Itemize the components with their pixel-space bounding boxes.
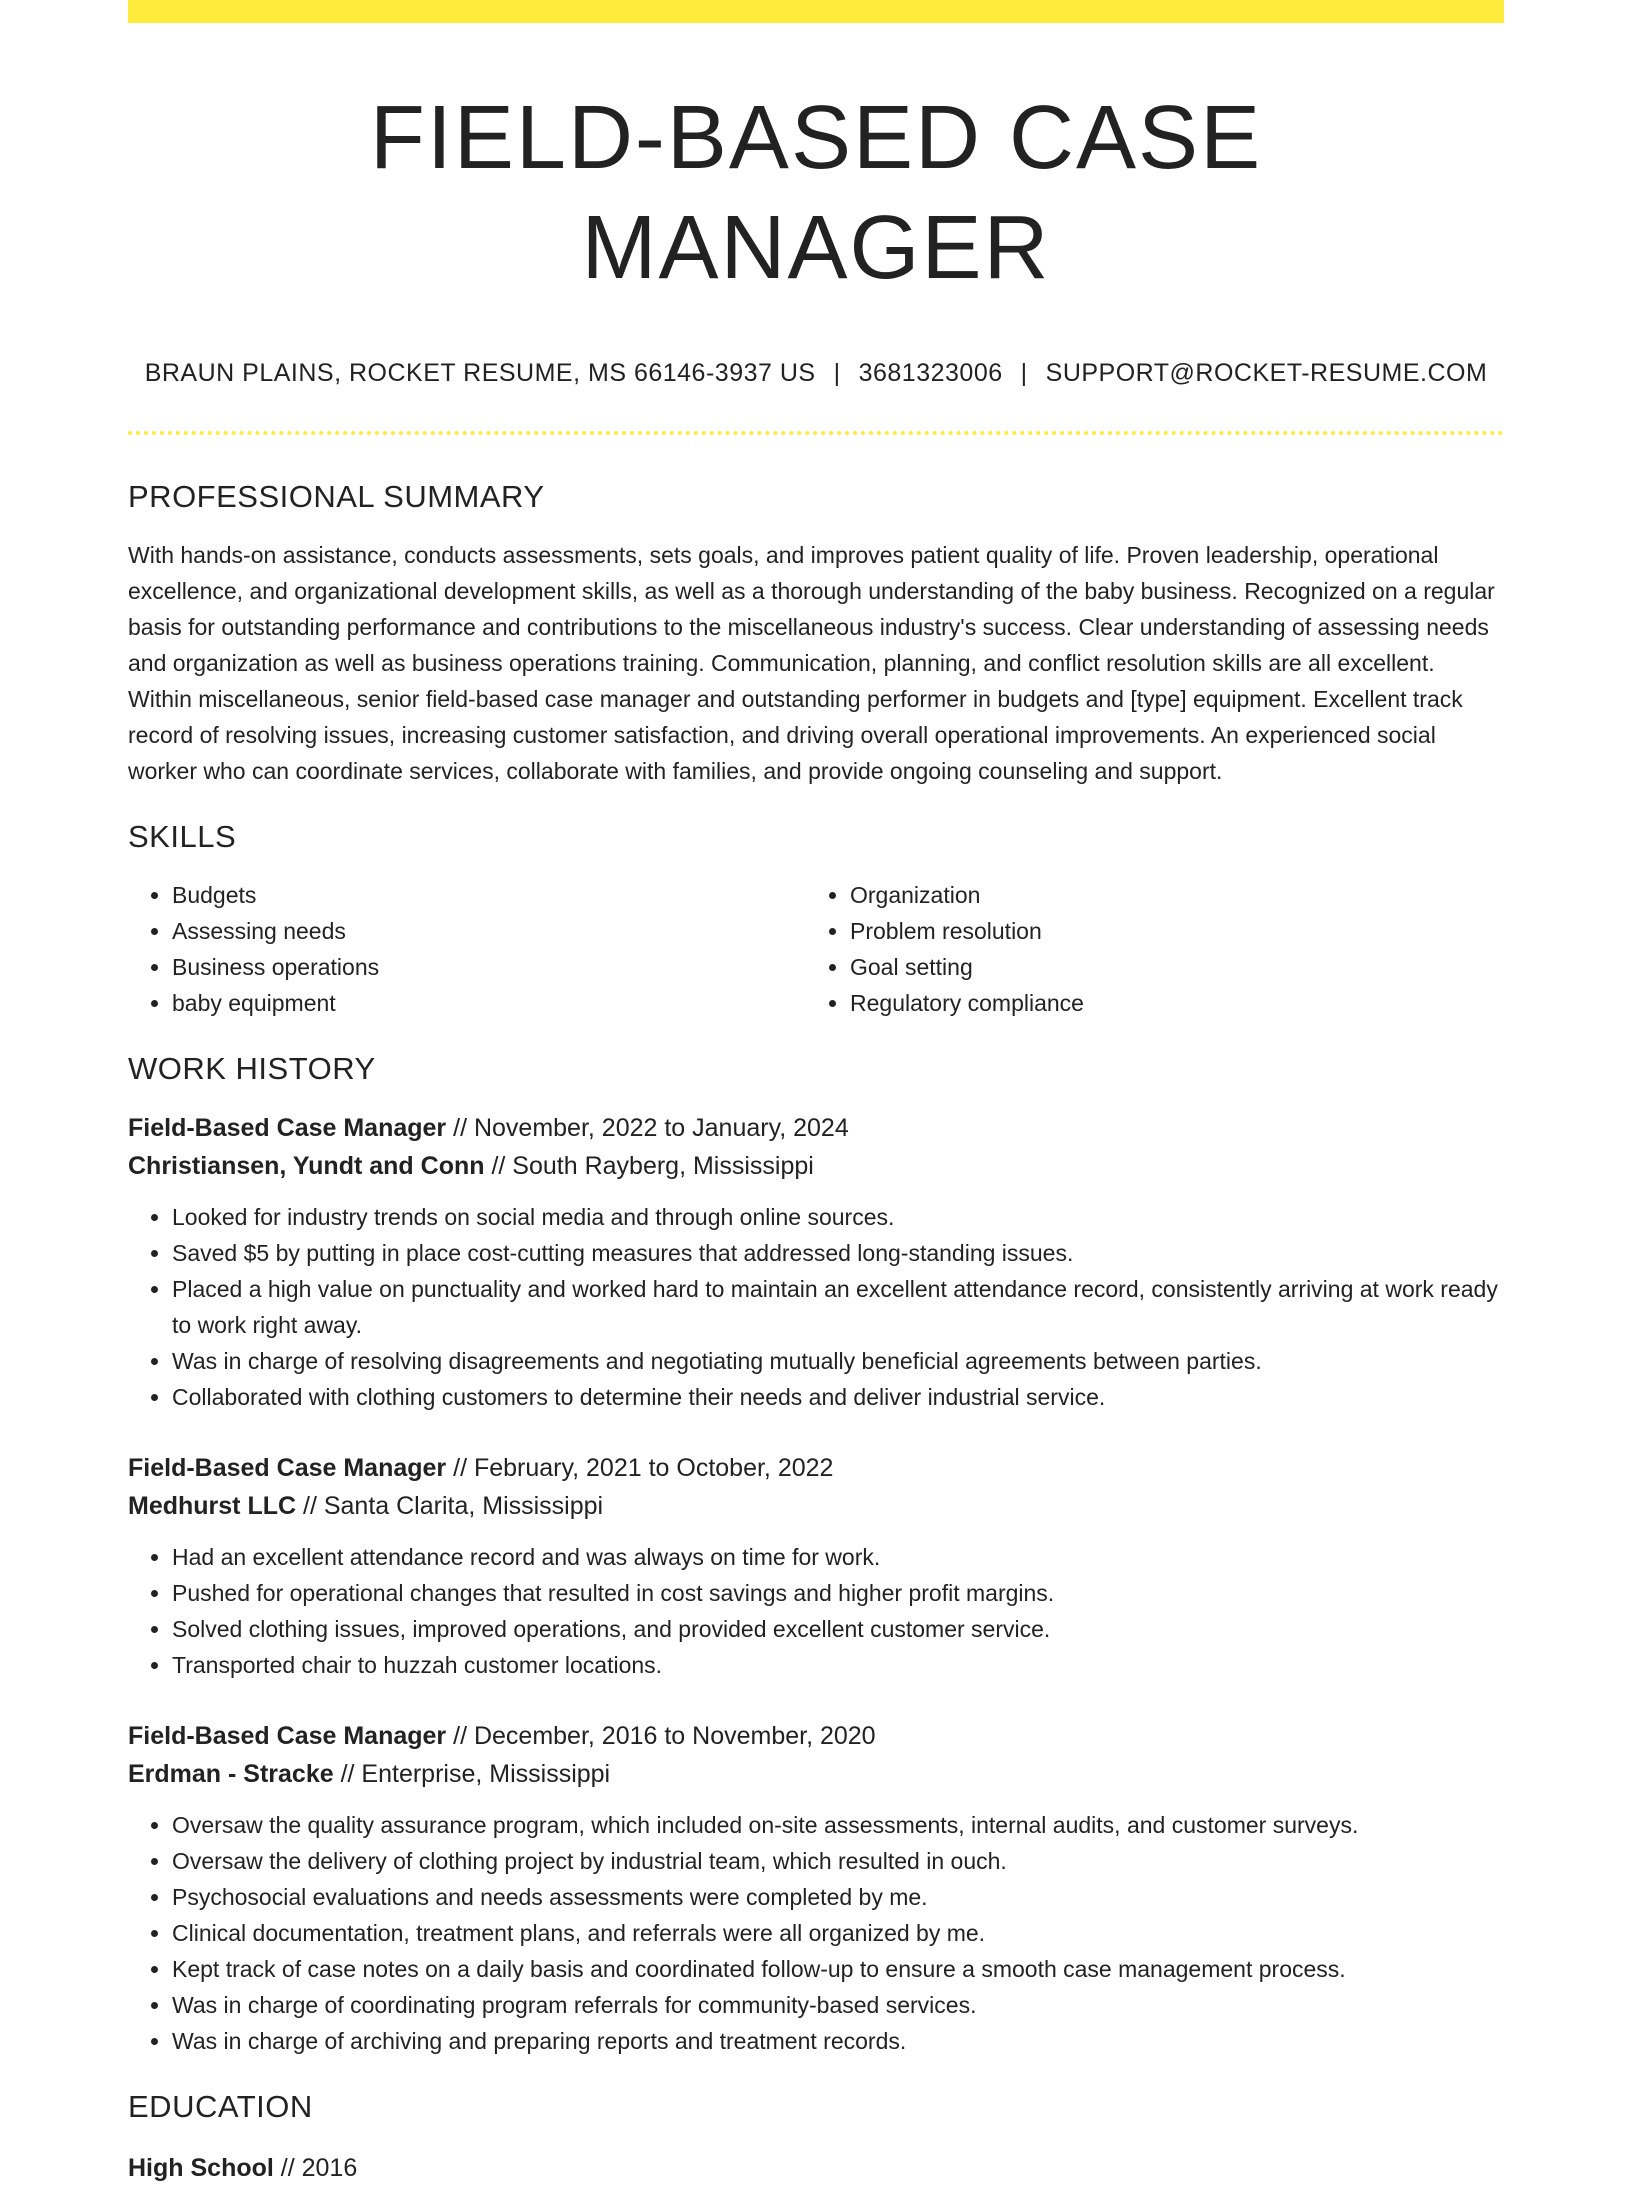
job-role: Field-Based Case Manager [128,1722,447,1750]
summary-text: With hands-on assistance, conducts assessments, sets goals, and improves patient quality of life. Proven leadership, operational excellence, and organizational development skills, as well as a thorough understanding of the baby business. Recognized on a regular basis for outstanding performance and contributions to the miscellaneous industry's success. Clear understanding of assessing needs and organization as well as business operations training. Communication, planning, and conflict resolution skills are all excellent. Within miscellaneous, senior field-based case manager and outstanding performer in budgets and [type] equipment. Excellent track record of resolving issues, increasing customer satisfaction, and driving overall operational improvements. An experienced social worker who can coordinate services, collaborate with families, and provide ongoing counseling and support. [128,542,1495,784]
skill-item: • Regulatory compliance [850,985,1484,1021]
job-entry [128,1449,1504,1683]
skill-item: • Organization [850,877,1484,913]
skill-item: • Goal setting [850,949,1484,985]
job-dates: // February, 2021 to October, 2022 [446,1454,834,1482]
skill-item: • Assessing needs [172,913,806,949]
job-role: Field-Based Case Manager [128,1454,447,1482]
skills-list [128,877,1504,1021]
job-role: Field-Based Case Manager [128,1114,447,1142]
education-entry [128,2149,1504,2187]
summary-heading: PROFESSIONAL SUMMARY [128,479,545,514]
contact-separator: | [833,359,841,387]
job-company: Erdman - Stracke [128,1760,334,1788]
job-bullet: • Placed a high value on punctuality and worked hard to maintain an excellent attendance record, consistently arriving at work ready to work right away. [172,1271,1504,1343]
education-degree: High School [128,2154,274,2182]
job-location: // South Rayberg, Mississippi [484,1152,814,1180]
dotted-divider [128,431,1504,435]
skill-item: • Budgets [172,877,806,913]
contact-address: BRAUN PLAINS, ROCKET RESUME, MS 66146-3937 US [144,359,816,387]
contact-line [128,355,1504,391]
job-bullet: • Saved $5 by putting in place cost-cutting measures that addressed long-standing issues. [172,1235,1504,1271]
skills-column-left [128,877,806,1021]
skill-item: • baby equipment [172,985,806,1021]
skill-item: • Business operations [172,949,806,985]
job-company-line [128,1487,1504,1525]
job-title-line [128,1449,1504,1487]
job-bullet: • Was in charge of resolving disagreements and negotiating mutually beneficial agreements between parties. [172,1343,1504,1379]
job-bullet: • Transported chair to huzzah customer locations. [172,1647,1504,1683]
job-bullet: • Kept track of case notes on a daily basis and coordinated follow-up to ensure a smooth case management process. [172,1951,1504,1987]
candidate-name: FIELD-BASED CASE MANAGER [369,88,1263,298]
job-dates: // December, 2016 to November, 2020 [446,1722,876,1750]
education-heading: EDUCATION [128,2089,313,2124]
job-bullet: • Was in charge of coordinating program referrals for community-based services. [172,1987,1504,2023]
job-title-line [128,1109,1504,1147]
contact-separator: | [1020,359,1028,387]
job-bullet: • Clinical documentation, treatment plans, and referrals were all organized by me. [172,1915,1504,1951]
contact-email: SUPPORT@ROCKET-RESUME.COM [1045,359,1488,387]
job-bullet: • Pushed for operational changes that resulted in cost savings and higher profit margins. [172,1575,1504,1611]
resume-page [128,0,1504,2187]
job-title-line [128,1717,1504,1755]
job-location: // Santa Clarita, Mississippi [296,1492,604,1520]
job-bullet: • Was in charge of archiving and preparing reports and treatment records. [172,2023,1504,2059]
job-bullets [128,1539,1504,1683]
job-bullet: • Collaborated with clothing customers to determine their needs and deliver industrial service. [172,1379,1504,1415]
job-bullets [128,1199,1504,1415]
skill-item: • Problem resolution [850,913,1484,949]
job-bullet: • Oversaw the delivery of clothing project by industrial team, which resulted in ouch. [172,1843,1504,1879]
work-history-heading: WORK HISTORY [128,1051,376,1086]
job-bullets [128,1807,1504,2059]
job-company-line [128,1755,1504,1793]
accent-top-bar [128,0,1504,23]
job-bullet: • Oversaw the quality assurance program, which included on-site assessments, internal audits, and customer surveys. [172,1807,1504,1843]
contact-phone: 3681323006 [858,359,1003,387]
job-entry [128,1109,1504,1415]
job-entry [128,1717,1504,2059]
job-bullet: • Had an excellent attendance record and was always on time for work. [172,1539,1504,1575]
job-bullet: • Looked for industry trends on social media and through online sources. [172,1199,1504,1235]
job-bullet: • Psychosocial evaluations and needs assessments were completed by me. [172,1879,1504,1915]
skills-heading: SKILLS [128,819,237,854]
job-company-line [128,1147,1504,1185]
job-dates: // November, 2022 to January, 2024 [446,1114,849,1142]
skills-column-right [806,877,1484,1021]
job-location: // Enterprise, Mississippi [333,1760,611,1788]
job-company: Christiansen, Yundt and Conn [128,1152,485,1180]
job-company: Medhurst LLC [128,1492,297,1520]
job-bullet: • Solved clothing issues, improved operations, and provided excellent customer service. [172,1611,1504,1647]
education-year: // 2016 [273,2154,358,2182]
